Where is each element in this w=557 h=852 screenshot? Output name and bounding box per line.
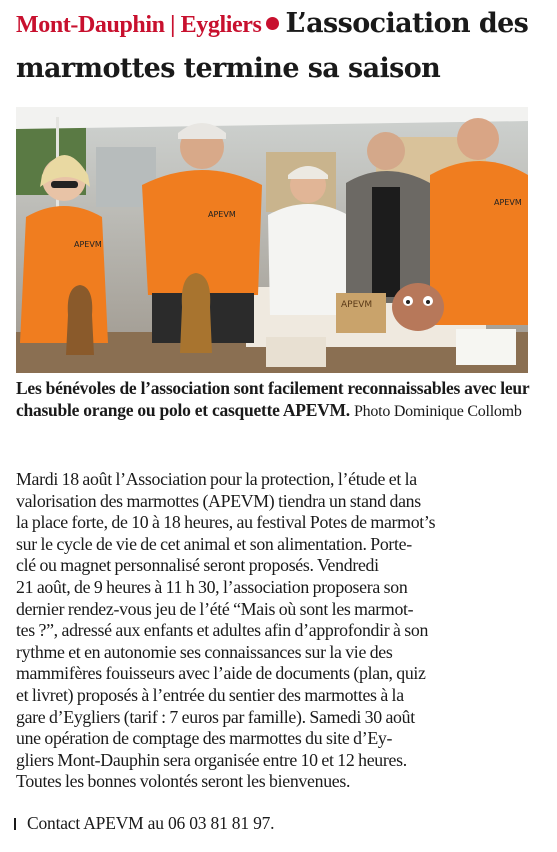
polo-logo-2: APEVM <box>494 198 522 207</box>
article-line: rythme et en autonomie ses connaissances sur la vie des <box>16 641 393 662</box>
article-line: clé ou magnet personnalisé seront proposés. Vendredi <box>16 555 379 576</box>
article-line: Toutes les bonnes volontés seront les bienvenues. <box>16 771 351 792</box>
article-line: une opération de comptage des marmottes du site d’Ey- <box>16 728 393 749</box>
contact-line <box>14 812 540 834</box>
article-line: Mardi 18 août l’Association pour la protection, l’étude et la <box>16 469 417 489</box>
article-line: gare d’Eygliers (tarif : 7 euros par famille). Samedi 30 août <box>16 706 415 727</box>
polo-logo-1: APEVM <box>208 210 236 219</box>
article-body <box>16 469 542 793</box>
article-line: et livret) proposés à l’entrée du sentier des marmottes à la <box>16 684 404 705</box>
caption-text: Les bénévoles de l’association sont facilement reconnaissables avec leur chasuble orange ou polo et casquette APEVM. <box>16 378 530 420</box>
vest-logo: APEVM <box>74 240 102 249</box>
article-line: la place forte, de 10 à 18 heures, au festival Potes de marmot’s <box>16 512 436 533</box>
article-line: gliers Mont-Dauphin sera organisée entre 10 et 12 heures. <box>16 749 407 770</box>
photo-credit: Photo Dominique Collomb <box>354 403 522 420</box>
article-line: tes ?”, adressé aux enfants et adultes afin d’approfondir à son <box>16 620 429 641</box>
article-line: 21 août, de 9 heures à 11 h 30, l’association proposera son <box>16 576 408 597</box>
photo-caption <box>16 377 536 423</box>
headline-kicker: Mont-Dauphin | Eygliers <box>16 12 262 38</box>
contact-text: Contact APEVM au 06 03 81 81 97. <box>27 813 275 833</box>
article-line: mammifères fouisseurs avec l’aide de documents (plan, quiz <box>16 663 426 684</box>
article-line: valorisation des marmottes (APEVM) tiendra un stand dans <box>16 490 421 511</box>
headline-title: L’association des marmottes termine sa saison <box>16 8 529 84</box>
article-line: dernier rendez-vous jeu de l’été “Mais où sont les marmot- <box>16 598 414 619</box>
article-photo <box>16 107 528 373</box>
stand-sign: APEVM <box>341 300 373 310</box>
headline <box>16 2 546 90</box>
bullet-dot-icon <box>266 17 279 30</box>
article-line: sur le cycle de vie de cet animal et son alimentation. Porte- <box>16 533 412 554</box>
contact-marker-icon <box>14 818 16 830</box>
